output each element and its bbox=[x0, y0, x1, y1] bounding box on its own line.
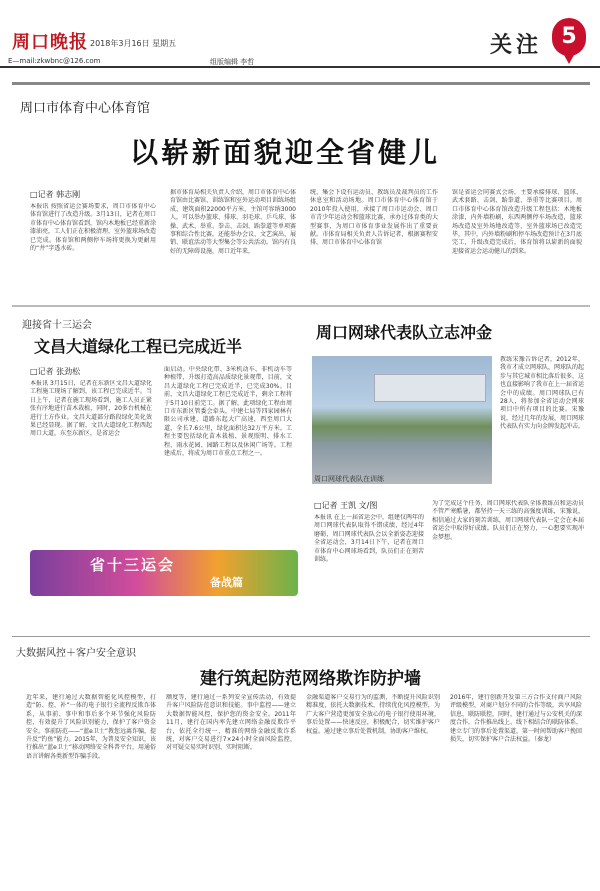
story-bank-col-3: 金融渠道客户交易行为的监测，不断提升风险识别精准度，依托大数据技术，持续优化风控模型，为广大客户营造更加安全放心的电子银行使用环境，事后处置——快速反应，积极配合，切实维护客户权益。通过建立事后处置机制，协助客户维权。 bbox=[306, 694, 440, 735]
page-editor: 组版编辑 李哲 bbox=[210, 58, 255, 66]
story-stadium-kicker: 周口市体育中心体育馆 bbox=[20, 101, 151, 116]
story-tennis-col-2: 教练宋豫告诉记者，2012年，我市才成立网球队，网球队的起步与其它城市相比落后很多，这也直接影响了我市在上一届省运会中的成绩。周口网球队已有28人，将参加全省运动会网球项目中所有项目的比赛。宋豫说，经过几年的发展，周口网球代表队有实力向金牌发起冲击。 bbox=[500, 356, 584, 431]
story-bank-col-2: 额度等，建行通过一系列安全宣传活动，有效提升客户风险防范意识和技能。事中监控——建立大数据智能风控，保护您的资金安全。2011年11月，建行在国内率先建立网络金融反欺诈平台，依托全行统一、精准的网络金融反欺诈系统，对客户交易进行7×24小时全面风险监控，对可疑交易实时识别、实时阻断。 bbox=[166, 694, 296, 752]
banner-title: 省十三运会 bbox=[90, 556, 176, 574]
story-bank-headline: 建行筑起防范网络欺诈防护墙 bbox=[200, 669, 421, 689]
story-bank-col-1: 近年来，建行通过大数据智能化风控模型，打造“防、控、补”一体的电子银行全流程反欺诈体系，从事前、事中和事后多个环节强化风险防控，有效提升了风险识别能力，保护了客户资金安全。事前防范——“蓝e卫士”教您远离诈骗，提升反“钓鱼”能力。2015年，为普及安全知识，该行推出“蓝e卫士”移动网络安全科普平台，用通俗语言讲解各类新型诈骗手段。 bbox=[26, 694, 156, 760]
banner-subtitle: 备战篇 bbox=[210, 576, 243, 589]
story-tennis-col-1: 本报讯 在上一届省运会中，组建仅两年的周口网球代表队取得不错成绩，经过4年磨砺，周口网球代表队会以全新姿态迎接全省运动会，3月14日下午，记者在周口市体育中心网球场看到，队员们正在刻苦训练。 bbox=[314, 514, 424, 564]
story-greening-headline: 文昌大道绿化工程已完成近半 bbox=[34, 337, 243, 356]
story-tennis-headline: 周口网球代表队立志冲金 bbox=[316, 323, 493, 342]
story-bank-col-4: 2016年，建行创新开发第三方合作支付商户风险评级模型，对商户划分不同的合作等级，共享风险信息，联防联控，同时，建行通过与公安机关的深度合作，合作推出线上、线下相结合的联防体系，建立专门的事后处置渠道，第一时间帮助客户挽回损失，切实保护客户合法权益。（秦龙） bbox=[450, 694, 582, 744]
story-tennis-col-3: 为了完成这个任务，周口网球代表队全体教练员和运动员不管严寒酷暑，都坚持一天三练的高强度训练，宋豫说，相信通过大家的刻苦训练，周口网球代表队一定会在本届省运会中取得好成绩。队员们正在努力，一心想要实现冲金梦想。 bbox=[432, 500, 584, 541]
story-stadium-col-4: 馆是省运会同赛式会场，主要承接排球、篮球、武术套路、击剑、跆拳道、举重等比赛项目。周口市体育中心体育馆改造升级工程包括：木地板涂漆，内外墙粉刷，东西两侧停车场改造，篮球场改造及室外场地改造等，室外篮球场已改造完毕，其中，内外墙粉刷和停车场改造预计在3月底完工，升级改造完成后，体育馆将以崭新的面貌迎接省运会运动健儿的到来。 bbox=[452, 189, 582, 255]
story-tennis-byline: □记者 王凯 文/图 bbox=[314, 501, 378, 510]
story-stadium-col-1: 本报讯 按照省运会赛场要求，周口市体育中心体育馆进行了改造升级。3月13日，记者在周口市体育中心体育馆看到，馆内木地板已经重新涂漆油亮，工人们正在积极清理，室外篮球场改造已完成。体育馆和两侧停车场将更换为更耐用的“井”字透水砖。 bbox=[30, 203, 156, 253]
story-greening-byline: □记者 张劲松 bbox=[30, 367, 81, 376]
tennis-photo bbox=[312, 356, 492, 484]
contact-email: E—mail:zkwbnc@126.com bbox=[8, 57, 101, 65]
section-title: 关注 bbox=[490, 32, 543, 58]
story-greening-col-1: 本报讯 3月15日，记者在东新区文昌大道绿化工程施工现场了解到，该工程已完成近半。当日上午，记者在施工现场看到，施工人员正紧张有序地进行苗木栽植，同时，20多台机械在进行土方作业。文昌大道部分路段绿化美化效果已经显现。据了解，文昌大道绿化工程西起周口大道，东至东新区，是省运会 bbox=[30, 380, 152, 438]
story-stadium-byline: □记者 韩志刚 bbox=[30, 190, 81, 199]
story-bank bbox=[12, 640, 590, 885]
masthead bbox=[0, 0, 600, 70]
photo-building bbox=[374, 374, 486, 402]
story-greening-col-2: 面启动。中央绿化带、3米机动车、非机动车等种植带，升级打造高品质绿化景观带，目前，文昌大道绿化工程已完成近半，已完成30%。目前，文昌大道绿化工程已完成近半，剩余工程将于5月10日前完工。据了解，此项绿化工程由周口市东新区管委会牵头，中建七局等四家园林有限公司承建，道路东起大广高速，西至周口大道，全长7.6公里，绿化面积达32万平方米。工程主要包括绿化苗木栽植、景观照明、排水工程、雨水花园、园路工程以及休闲广场等。工程建成后，将成为周口市重点工程之一。 bbox=[164, 366, 292, 458]
story-tennis bbox=[308, 312, 590, 632]
story-greening-kicker: 迎接省十三运会 bbox=[22, 320, 92, 331]
story-stadium-col-3: 统，集会下设有运动员、教练员及裁判员的工作休息室和活动场地。周口市体育中心体育馆于2010年投入使用，承接了周口市运动会、周口市青少年运动会和篮球比赛，承办过体育类的大型赛事，为周口市体育事业发展作出了重要贡献。市体育局相关负责人告诉记者，根据赛程安排，周口市体育中心体育馆 bbox=[310, 189, 438, 247]
masthead-rule bbox=[0, 66, 600, 68]
issue-date: 2018年3月16日 星期五 bbox=[90, 39, 177, 48]
page-number-badge: 5 bbox=[552, 18, 586, 56]
story-stadium bbox=[12, 82, 590, 307]
story-stadium-headline: 以崭新面貌迎全省健儿 bbox=[130, 136, 441, 169]
story-bank-kicker: 大数据风控＋客户安全意识 bbox=[16, 648, 136, 659]
newspaper-logo: 周口晚报 bbox=[12, 32, 88, 53]
games-banner bbox=[30, 550, 298, 596]
tennis-photo-caption: 周口网球代表队在训练 bbox=[314, 475, 384, 483]
story-stadium-col-2: 据市体育局相关负责人介绍，周口市体育中心体育馆由比赛馆、训练馆和室外运动项目训练场组成，建筑面积22000平方米，主馆可容纳3000人，可以举办篮球、排球、羽毛球、乒乓球、体操、武术、举重、拳击、击剑、跆拳道等单项赛事和综合性比赛，还能举办会议、文艺演出、展销、联谊活动等大型集会等公共活动。馆内有良好的无障碍设施，周口近年来， bbox=[170, 189, 296, 255]
section-divider bbox=[12, 636, 590, 637]
